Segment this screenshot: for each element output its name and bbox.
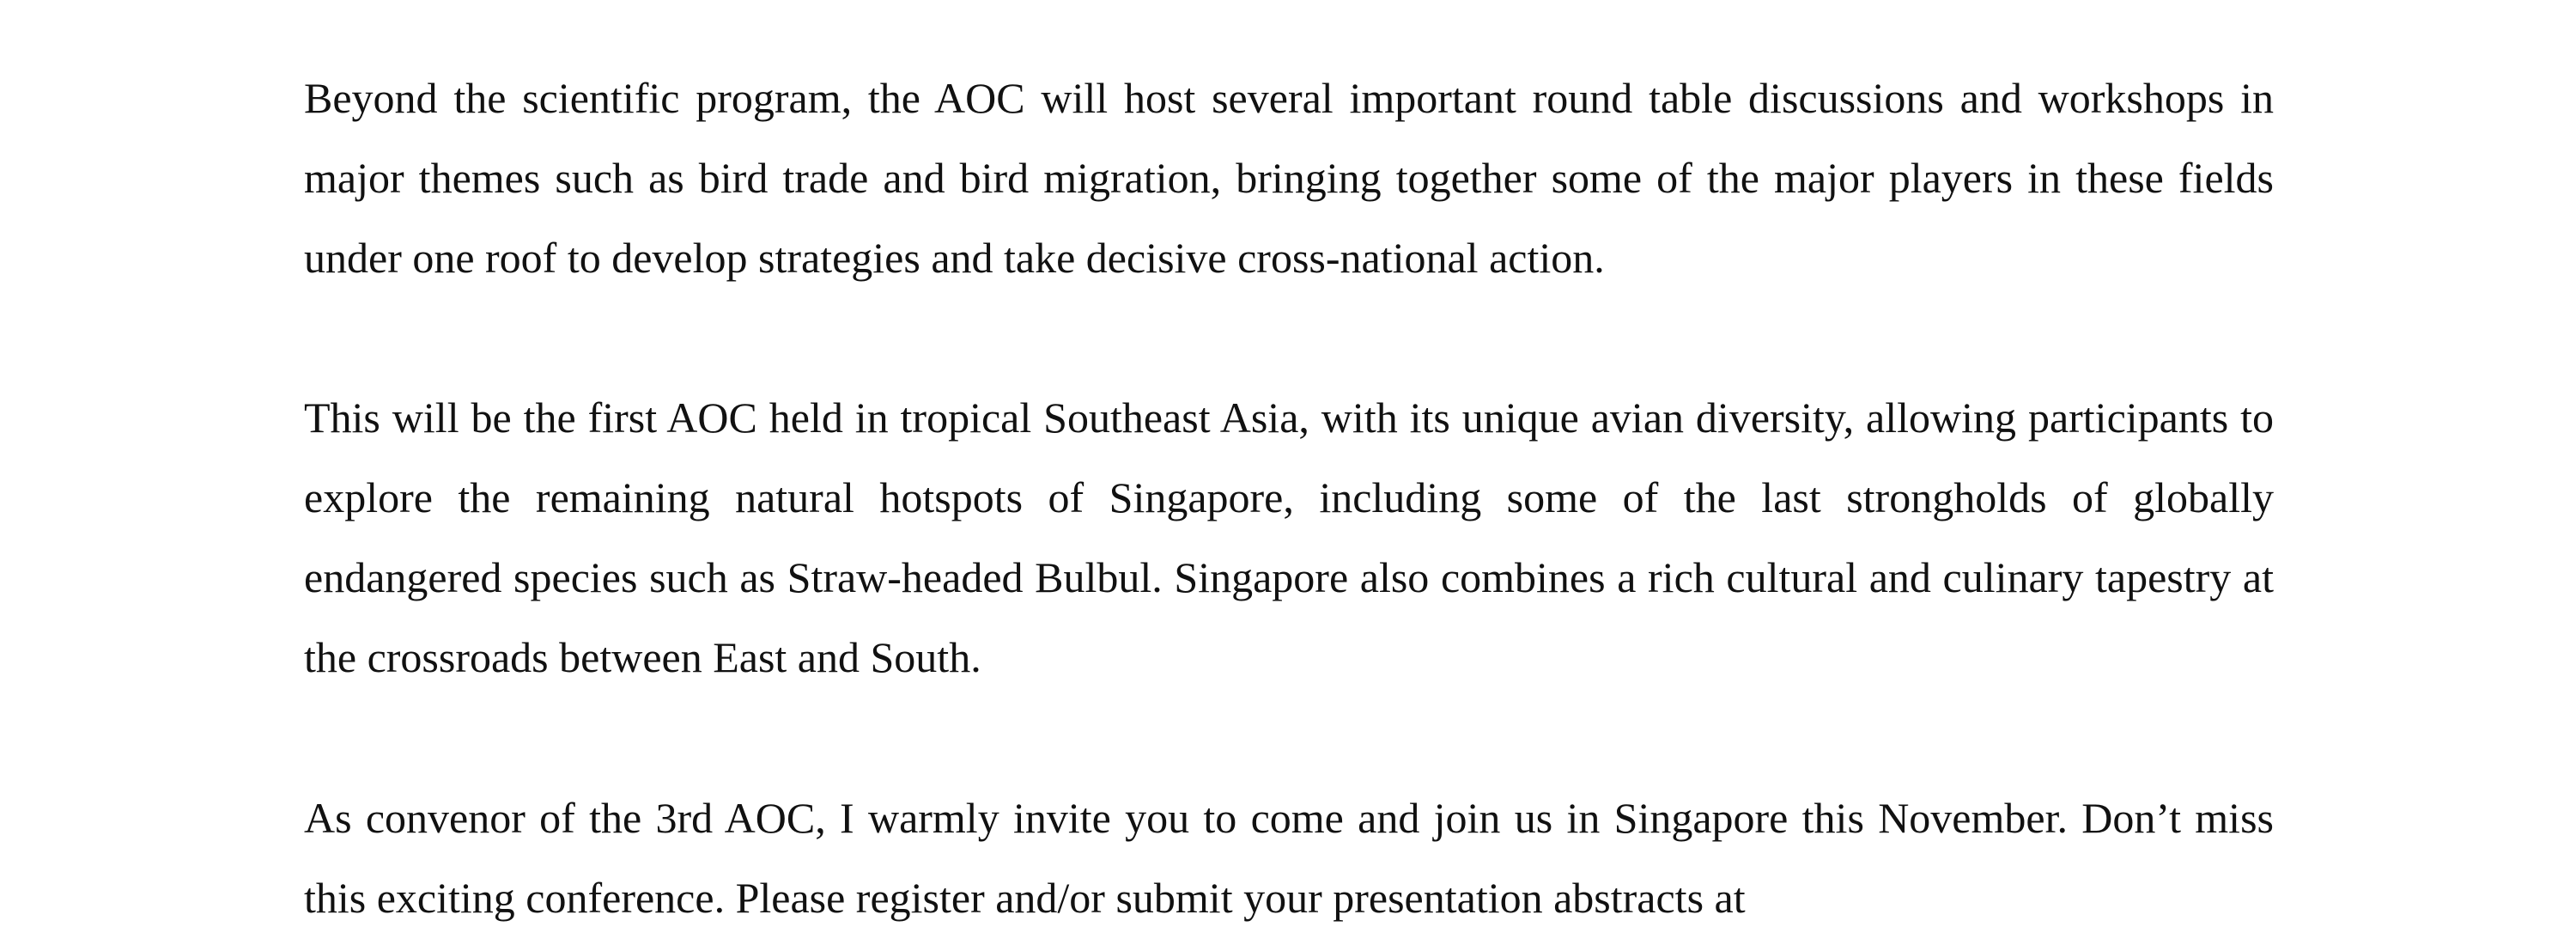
paragraph-southeast-asia: This will be the first AOC held in tropical Southeast Asia, with its unique avian diversity, allowing participants to explore the remaining natural hotspots of Singapore, including some of the last strongholds of globally endangered species such as Straw-headed Bulbul. Singapore also combines a rich cultural and culinary tapestry at the crossroads between East and South. (304, 393, 2274, 681)
paragraph-invitation: As convenor of the 3rd AOC, I warmly invite you to come and join us in Singapore this November. Don’t miss this exciting conference. Please register and/or submit your presentation abstracts at (304, 794, 2274, 922)
document-page (304, 0, 2274, 939)
paragraph-scientific-program: Beyond the scientific program, the AOC will host several important round table discussions and workshops in major themes such as bird trade and bird migration, bringing together some of the major players in these fields under one roof to develop strategies and take decisive cross-national action. (304, 74, 2274, 282)
